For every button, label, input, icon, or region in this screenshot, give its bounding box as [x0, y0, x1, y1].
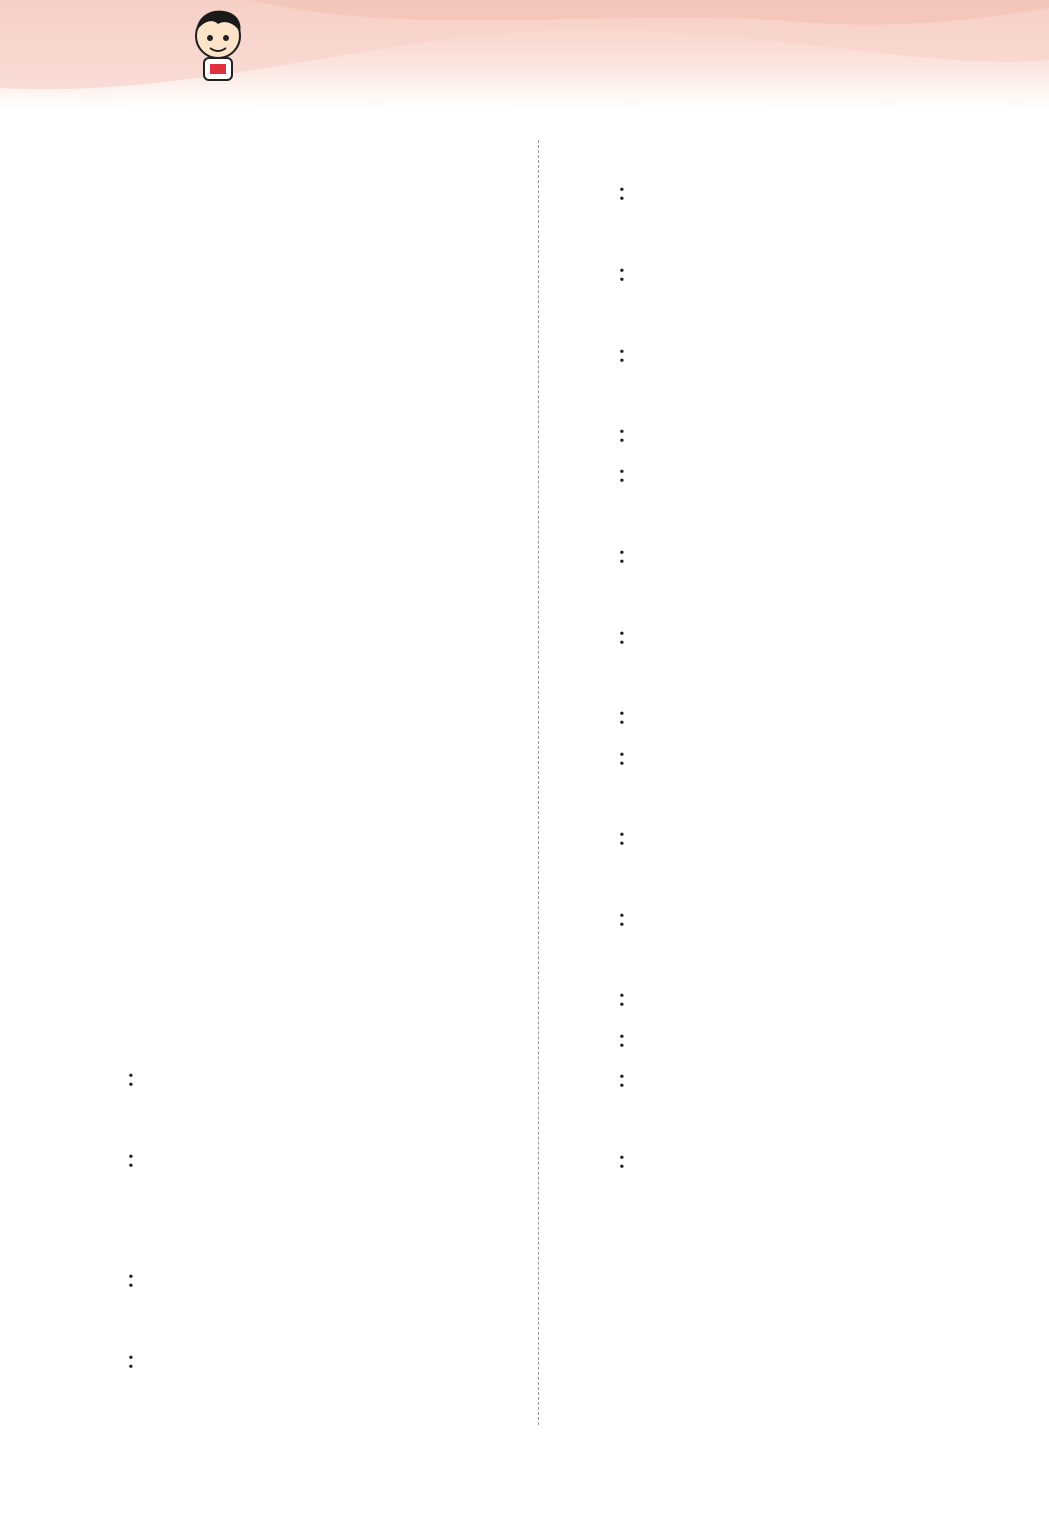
mascot-icon — [188, 6, 248, 82]
speaker-label: ： — [617, 744, 638, 770]
speaker-label: ： — [126, 1348, 147, 1373]
column-divider — [538, 140, 539, 1425]
speaker-label: ： — [126, 1146, 147, 1172]
speaker-label: ： — [617, 986, 638, 1012]
speaker-label: ： — [617, 623, 638, 649]
speaker-label: ： — [617, 341, 638, 367]
speaker-label: ： — [617, 704, 638, 730]
page-navigation — [440, 1443, 630, 1471]
speaker-label: ： — [617, 422, 638, 448]
speaker-label: ： — [617, 180, 638, 206]
speaker-label: ： — [617, 1147, 638, 1173]
speaker-label: ： — [617, 260, 638, 286]
speaker-label: ： — [617, 462, 638, 488]
speaker-label: ： — [126, 1267, 147, 1293]
speaker-label: ： — [617, 825, 638, 851]
speaker-label: ： — [617, 543, 638, 568]
speaker-label: ： — [617, 905, 638, 931]
speaker-label: ： — [617, 1026, 638, 1052]
speaker-label: ： — [617, 1066, 638, 1092]
speaker-label: ： — [126, 1065, 147, 1091]
watermark — [868, 1448, 1038, 1530]
